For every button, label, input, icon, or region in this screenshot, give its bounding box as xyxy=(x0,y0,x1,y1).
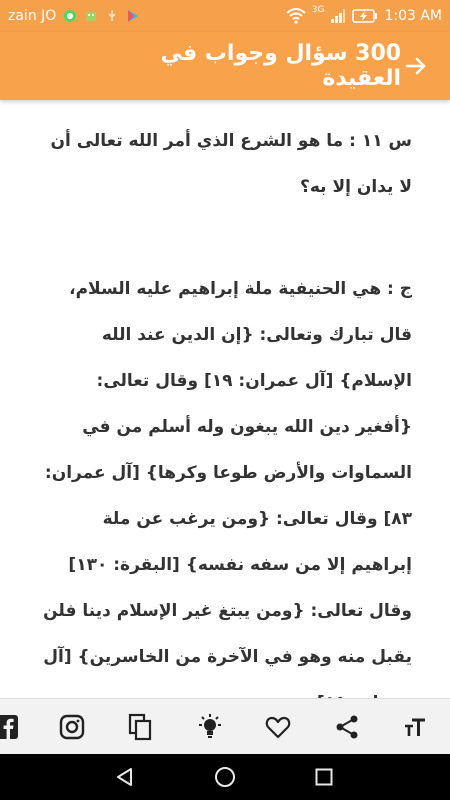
answer-text: ج : هي الحنيفية ملة إبراهيم عليه السلام، قال تبارك وتعالى: {إن الدين عند الله الإسلام} [آل عمران: ١٩] وقال تعالى: {أفغير دين الله يبغون وله أسلم من في السماوات والأرض طوعا وكرها} [آل عمران: ٨٣] وقال تعالى: {ومن يرغب عن ملة إبراهيم إلا من سفه نفسه} [البقرة: ١٣٠] وقال تعالى: {ومن يبتغ غير الإسلام دينا فلن يقبل منه وهو في الآخرة من الخاسرين} [آل xyxy=(43,279,412,667)
status-right xyxy=(286,5,442,24)
instagram-icon xyxy=(59,714,85,740)
arrow-right-icon xyxy=(404,54,428,78)
battery-icon xyxy=(352,9,378,23)
back-button[interactable] xyxy=(401,51,430,81)
share-icon xyxy=(334,714,360,740)
usb-icon xyxy=(105,9,119,23)
network-type: 3G xyxy=(311,5,325,15)
question-content[interactable] xyxy=(0,100,450,698)
page-title: 300 سؤال وجواب في العقيدة xyxy=(160,41,402,91)
back-triangle-icon xyxy=(115,767,135,787)
android-icon xyxy=(84,9,98,23)
status-bar xyxy=(0,0,450,32)
facebook-icon xyxy=(0,714,19,740)
signal-icon xyxy=(330,8,346,24)
play-store-icon xyxy=(126,9,140,23)
text-size-icon xyxy=(403,716,429,738)
recents-square-icon xyxy=(315,768,333,786)
clock: 1:03 AM xyxy=(384,8,442,24)
lightbulb-icon xyxy=(196,713,224,741)
share-button[interactable] xyxy=(327,699,367,755)
nav-back-button[interactable] xyxy=(105,754,145,800)
instagram-button[interactable] xyxy=(52,699,92,755)
copy-icon xyxy=(128,713,152,741)
bottom-action-bar xyxy=(0,698,450,754)
app-bar xyxy=(0,32,450,100)
carrier-label: zain JO xyxy=(8,8,57,24)
nav-recents-button[interactable] xyxy=(304,754,344,800)
favorite-button[interactable] xyxy=(258,699,298,755)
home-circle-icon xyxy=(214,766,236,788)
heart-icon xyxy=(265,715,291,739)
system-nav-bar xyxy=(0,754,450,800)
facebook-button[interactable] xyxy=(0,699,26,755)
question-text: س ١١ : ما هو الشرع الذي أمر الله تعالى أن لا يدان إلا به؟ xyxy=(50,131,412,197)
nav-home-button[interactable] xyxy=(205,754,245,800)
wifi-icon xyxy=(286,8,306,24)
lightbulb-button[interactable] xyxy=(190,699,230,755)
text-size-button[interactable] xyxy=(396,699,436,755)
copy-button[interactable] xyxy=(120,699,160,755)
status-left xyxy=(8,8,140,24)
whatsapp-icon xyxy=(63,9,77,23)
